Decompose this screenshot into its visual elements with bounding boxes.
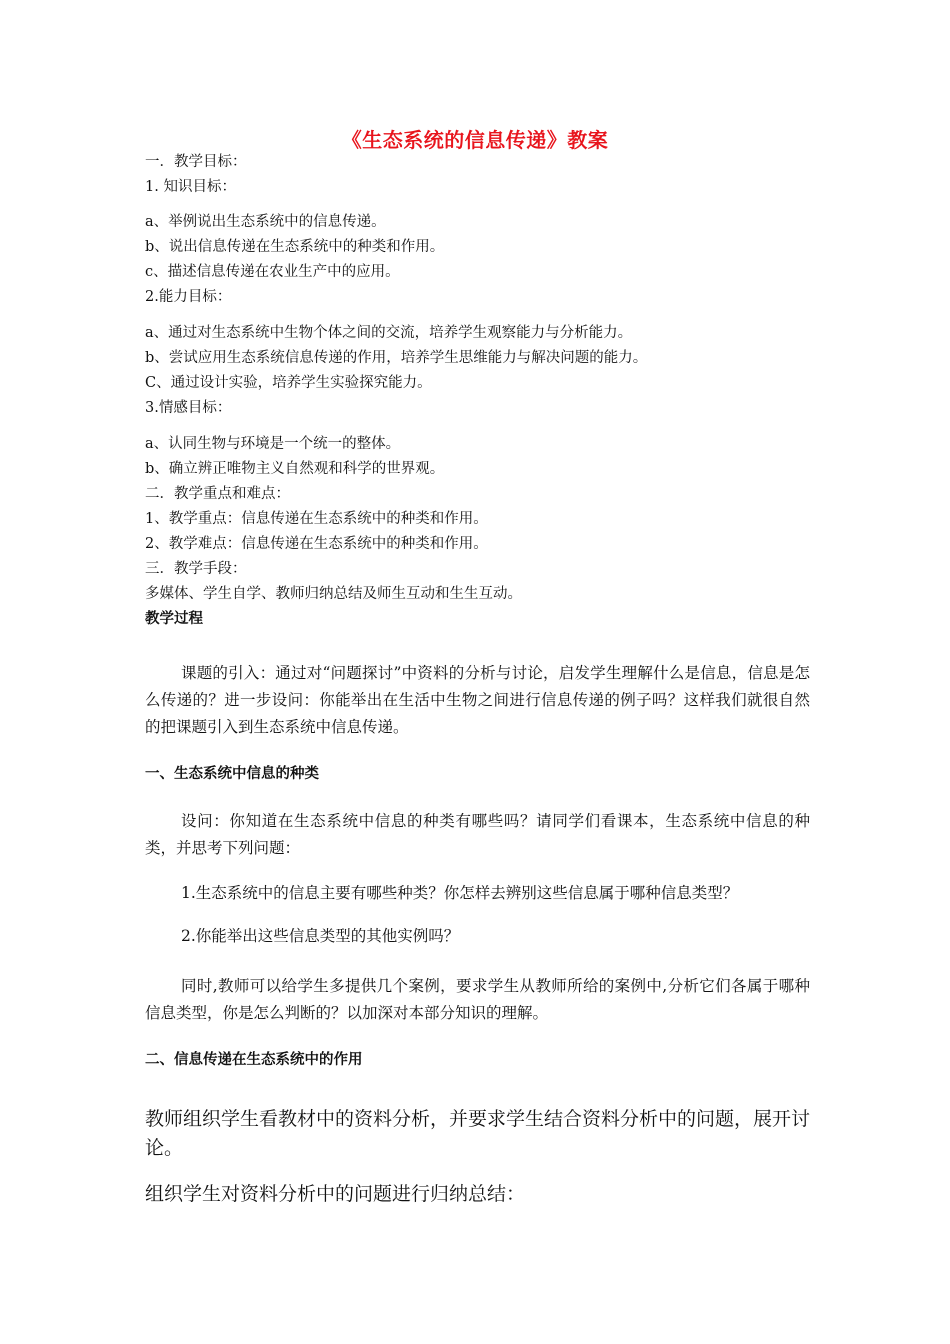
section2-heading: 二、信息传递在生态系统中的作用 <box>145 1052 363 1068</box>
emotion-item: a、认同生物与环境是一个统一的整体。 <box>145 436 401 452</box>
section1-question: 2.你能举出这些信息类型的其他实例吗？ <box>181 927 460 945</box>
section1-paragraph: 设问：你知道在生态系统中信息的种类有哪些吗？请同学们看课本，生态系统中信息的种类，并思考下列问题： <box>145 812 810 857</box>
section1-paragraph-2: 同时,教师可以给学生多提供几个案例，要求学生从教师所给的案例中,分析它们各属于哪种信息类型，你是怎么判断的？以加深对本部分知识的理解。 <box>145 977 810 1022</box>
ability-item: a、通过对生态系统中生物个体之间的交流，培养学生观察能力与分析能力。 <box>145 325 633 341</box>
knowledge-item: b、说出信息传递在生态系统中的种类和作用。 <box>145 239 445 255</box>
ability-goal-heading: 2.能力目标： <box>145 289 232 305</box>
ability-item: b、尝试应用生态系统信息传递的作用，培养学生思维能力与解决问题的能力。 <box>145 350 648 366</box>
keypoint-item: 2、教学难点：信息传递在生态系统中的种类和作用。 <box>145 536 488 552</box>
means-heading: 三．教学手段： <box>145 561 247 577</box>
knowledge-item: c、描述信息传递在农业生产中的应用。 <box>145 264 400 280</box>
knowledge-item: a、举例说出生态系统中的信息传递。 <box>145 214 386 230</box>
objectives-heading: 一．教学目标： <box>145 154 247 170</box>
emotion-goal-heading: 3.情感目标： <box>145 400 232 416</box>
intro-paragraph: 课题的引入：通过对“问题探讨”中资料的分析与讨论，启发学生理解什么是信息，信息是怎么传递的？进一步设问：你能举出在生活中生物之间进行信息传递的例子吗？这样我们就很自然的把课题引入到生态系统中信息传递。 <box>145 664 810 736</box>
section1-heading: 一、生态系统中信息的种类 <box>145 766 319 782</box>
means-text: 多媒体、学生自学、教师归纳总结及师生互动和生生互动。 <box>145 586 522 602</box>
knowledge-goal-heading: 1. 知识目标： <box>145 179 236 195</box>
document-title: 《生态系统的信息传递》教案 <box>341 128 609 152</box>
section2-paragraph: 教师组织学生看教材中的资料分析，并要求学生结合资料分析中的问题，展开讨论。 <box>145 1108 811 1159</box>
keypoints-heading: 二．教学重点和难点： <box>145 486 290 502</box>
section2-paragraph-2: 组织学生对资料分析中的问题进行归纳总结： <box>145 1183 526 1205</box>
process-heading: 教学过程 <box>145 611 203 627</box>
ability-item: C、通过设计实验，培养学生实验探究能力。 <box>145 375 432 391</box>
section1-question: 1.生态系统中的信息主要有哪些种类？你怎样去辨别这些信息属于哪种信息类型？ <box>181 884 739 902</box>
emotion-item: b、确立辨正唯物主义自然观和科学的世界观。 <box>145 461 445 477</box>
keypoint-item: 1、教学重点：信息传递在生态系统中的种类和作用。 <box>145 511 488 527</box>
